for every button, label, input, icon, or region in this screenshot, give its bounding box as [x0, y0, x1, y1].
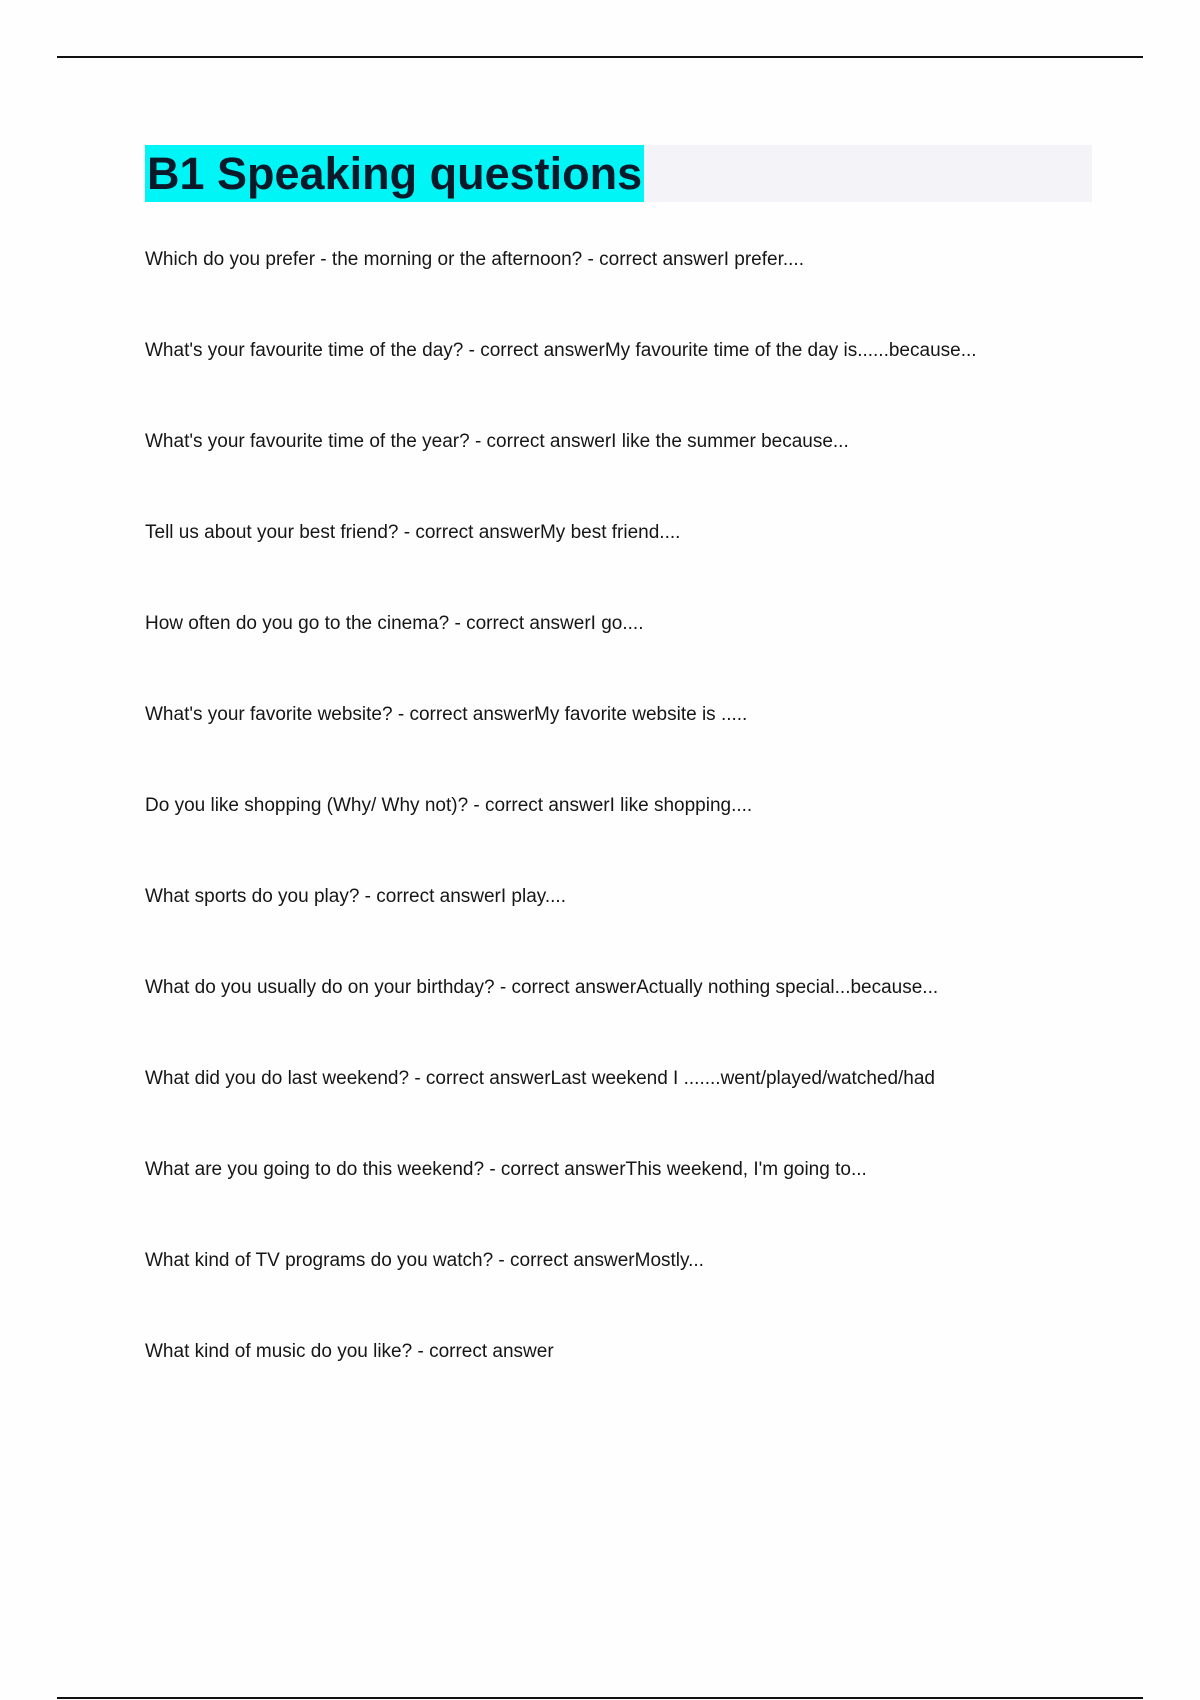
top-rule: [57, 56, 1143, 58]
question-item: Do you like shopping (Why/ Why not)? - correct answerI like shopping....: [145, 795, 753, 816]
question-item: What did you do last weekend? - correct answerLast weekend I .......went/played/watched/had: [145, 1068, 935, 1089]
question-item: What are you going to do this weekend? - correct answerThis weekend, I'm going to...: [145, 1159, 867, 1180]
bottom-rule: [57, 1697, 1143, 1699]
question-item: What do you usually do on your birthday? - correct answerActually nothing special...because...: [145, 977, 939, 998]
question-item: Which do you prefer - the morning or the afternoon? - correct answerI prefer....: [145, 249, 804, 270]
question-item: What sports do you play? - correct answerI play....: [145, 886, 566, 907]
page-title: B1 Speaking questions: [145, 145, 644, 202]
title-band: [145, 145, 1092, 202]
question-item: What kind of TV programs do you watch? - correct answerMostly...: [145, 1250, 704, 1271]
question-item: What's your favorite website? - correct answerMy favorite website is .....: [145, 704, 748, 725]
question-item: Tell us about your best friend? - correct answerMy best friend....: [145, 522, 681, 543]
question-list: [145, 244, 1095, 1427]
question-item: What's your favourite time of the year? - correct answerI like the summer because...: [145, 431, 849, 452]
question-item: How often do you go to the cinema? - correct answerI go....: [145, 613, 644, 634]
question-item: What's your favourite time of the day? - correct answerMy favourite time of the day is......because...: [145, 340, 977, 361]
question-item: What kind of music do you like? - correct answer: [145, 1341, 554, 1362]
